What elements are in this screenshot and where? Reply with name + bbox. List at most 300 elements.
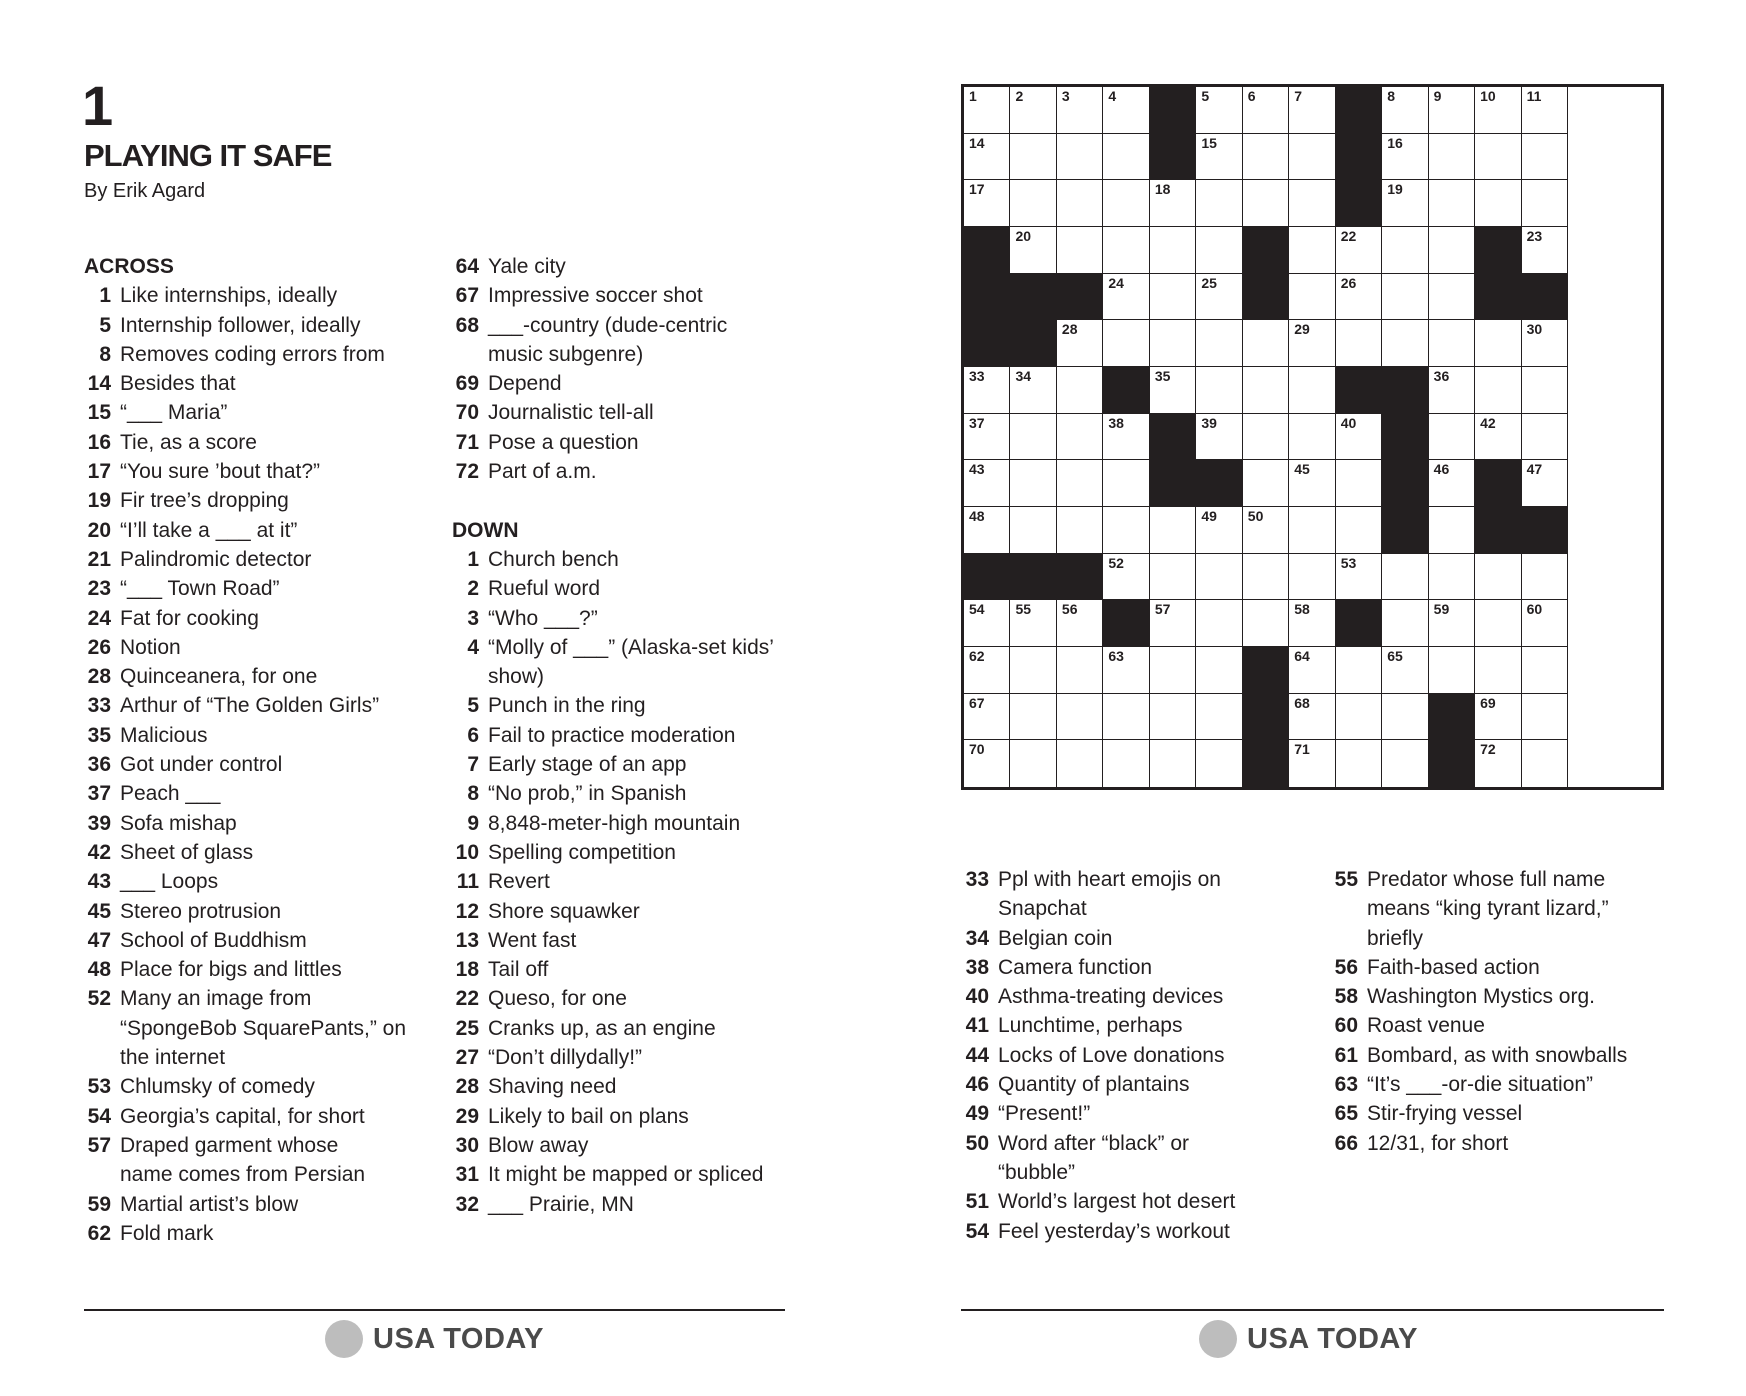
clue-text: Like internships, ideally: [120, 284, 338, 308]
grid-cell[interactable]: [1429, 414, 1475, 461]
grid-cell[interactable]: [1336, 740, 1382, 787]
grid-cell[interactable]: [964, 180, 1010, 227]
grid-cell[interactable]: [1150, 507, 1196, 554]
grid-block: [1150, 414, 1196, 461]
grid-cell[interactable]: [1010, 414, 1056, 461]
across-clue-42: [84, 838, 424, 867]
clue-text: “Don’t dillydally!”: [488, 1046, 643, 1070]
cell-number: 70: [969, 741, 985, 758]
grid-cell[interactable]: [1475, 320, 1521, 367]
grid-cell[interactable]: [1289, 414, 1335, 461]
grid-cell[interactable]: [1336, 414, 1382, 461]
grid-cell[interactable]: [1057, 647, 1103, 694]
grid-cell[interactable]: [1429, 320, 1475, 367]
grid-cell[interactable]: [1103, 647, 1149, 694]
footer-logo-right: [1199, 1320, 1418, 1358]
clue-number: 37: [87, 782, 111, 806]
across-clue-20: [84, 516, 424, 545]
grid-cell[interactable]: [1289, 460, 1335, 507]
down-clue-44: [962, 1041, 1302, 1070]
grid-cell[interactable]: [1150, 367, 1196, 414]
grid-cell[interactable]: [1103, 507, 1149, 554]
grid-cell[interactable]: [1103, 180, 1149, 227]
grid-cell[interactable]: [1243, 554, 1289, 601]
grid-cell[interactable]: [964, 740, 1010, 787]
across-clues-column-1: [84, 252, 424, 1248]
grid-cell[interactable]: [1103, 460, 1149, 507]
grid-cell[interactable]: [1522, 367, 1568, 414]
grid-cell[interactable]: [1196, 87, 1242, 134]
cell-number: 2: [1015, 88, 1024, 104]
grid-cell[interactable]: [1289, 600, 1335, 647]
grid-cell[interactable]: [1243, 507, 1289, 554]
clue-text: Feel yesterday’s workout: [998, 1219, 1230, 1243]
clue-number: 31: [455, 1163, 479, 1187]
down-clue-4-line2: [452, 662, 797, 691]
clue-text: Journalistic tell-all: [488, 401, 654, 425]
grid-cell[interactable]: [1196, 414, 1242, 461]
grid-cell[interactable]: [1057, 87, 1103, 134]
grid-cell[interactable]: [1522, 414, 1568, 461]
grid-cell[interactable]: [1475, 134, 1521, 181]
clue-number: 24: [87, 606, 111, 630]
clue-number: 8: [467, 782, 479, 806]
clue-text: Fold mark: [120, 1221, 214, 1245]
grid-cell[interactable]: [1382, 87, 1428, 134]
clue-number: 44: [965, 1043, 989, 1067]
across-clue-57-line2: [84, 1160, 424, 1189]
grid-cell[interactable]: [964, 694, 1010, 741]
grid-cell[interactable]: [1289, 87, 1335, 134]
across-clue-1: [84, 281, 424, 310]
cell-number: 24: [1108, 274, 1124, 291]
across-clue-5: [84, 311, 424, 340]
down-clue-8: [452, 779, 797, 808]
grid-cell[interactable]: [1475, 367, 1521, 414]
grid-cell[interactable]: [1336, 554, 1382, 601]
grid-cell[interactable]: [1150, 554, 1196, 601]
grid-block: [1429, 740, 1475, 787]
grid-cell[interactable]: [1382, 694, 1428, 741]
grid-cell[interactable]: [1150, 274, 1196, 321]
clue-number: 63: [1334, 1073, 1358, 1097]
grid-cell[interactable]: [1010, 180, 1056, 227]
grid-cell[interactable]: [1057, 227, 1103, 274]
grid-cell[interactable]: [1243, 414, 1289, 461]
clue-number: 36: [87, 753, 111, 777]
grid-cell[interactable]: [1150, 227, 1196, 274]
grid-block: [964, 320, 1010, 367]
clue-number: 18: [455, 958, 479, 982]
grid-block: [1336, 180, 1382, 227]
across-clue-71: [452, 428, 797, 457]
down-clue-34: [962, 924, 1302, 953]
grid-cell[interactable]: [1103, 740, 1149, 787]
grid-cell[interactable]: [1196, 274, 1242, 321]
down-clues-column-4: [1331, 865, 1676, 1158]
grid-cell[interactable]: [1150, 694, 1196, 741]
clue-number: 1: [99, 284, 111, 308]
grid-cell[interactable]: [1010, 87, 1056, 134]
grid-cell[interactable]: [1429, 180, 1475, 227]
grid-cell[interactable]: [1243, 460, 1289, 507]
footer-divider-right: [961, 1309, 1664, 1311]
grid-cell[interactable]: [1382, 647, 1428, 694]
down-clue-50: [962, 1129, 1302, 1158]
clue-number: 4: [467, 635, 479, 659]
grid-block: [1103, 367, 1149, 414]
grid-cell[interactable]: [1429, 367, 1475, 414]
grid-block: [1382, 460, 1428, 507]
clue-number: 64: [455, 255, 479, 278]
across-clue-68: [452, 311, 797, 340]
down-clue-5: [452, 691, 797, 720]
clue-text: 12/31, for short: [1367, 1131, 1509, 1155]
grid-cell[interactable]: [964, 414, 1010, 461]
clue-number: 10: [455, 840, 479, 864]
clues-column-2: [452, 252, 797, 1219]
across-clue-45: [84, 897, 424, 926]
across-clue-67: [452, 281, 797, 310]
clue-number: 13: [455, 928, 479, 952]
grid-cell[interactable]: [1429, 554, 1475, 601]
grid-cell[interactable]: [1475, 414, 1521, 461]
grid-cell[interactable]: [1150, 740, 1196, 787]
grid-cell[interactable]: [964, 460, 1010, 507]
grid-cell[interactable]: [1057, 414, 1103, 461]
across-heading: ACROSS: [84, 255, 174, 278]
clue-text: Rueful word: [488, 577, 601, 601]
grid-block: [1429, 694, 1475, 741]
grid-cell[interactable]: [1429, 647, 1475, 694]
clue-text: “Who ___?”: [488, 606, 598, 630]
grid-cell[interactable]: [1057, 320, 1103, 367]
grid-cell[interactable]: [1522, 134, 1568, 181]
grid-cell[interactable]: [964, 507, 1010, 554]
grid-cell[interactable]: [1196, 554, 1242, 601]
clue-number: 9: [467, 811, 479, 835]
down-clue-54: [962, 1217, 1302, 1246]
grid-cell[interactable]: [964, 367, 1010, 414]
grid-cell[interactable]: [964, 600, 1010, 647]
cell-number: 46: [1433, 461, 1450, 478]
grid-cell[interactable]: [1289, 227, 1335, 274]
grid-cell[interactable]: [964, 87, 1010, 134]
grid-cell[interactable]: [1057, 507, 1103, 554]
clue-text: Georgia’s capital, for short: [120, 1104, 365, 1128]
grid-cell[interactable]: [964, 647, 1010, 694]
clue-number: 20: [87, 518, 111, 542]
across-clue-53: [84, 1072, 424, 1101]
grid-cell[interactable]: [1336, 460, 1382, 507]
grid-cell[interactable]: [1522, 180, 1568, 227]
grid-cell[interactable]: [1057, 740, 1103, 787]
clue-number: 38: [965, 955, 989, 979]
grid-block: [1522, 507, 1568, 554]
across-clue-33: [84, 691, 424, 720]
clue-number: 69: [455, 372, 479, 396]
clue-number: 40: [965, 985, 989, 1009]
grid-block: [1382, 367, 1428, 414]
clue-text: Chlumsky of comedy: [120, 1075, 315, 1099]
grid-cell[interactable]: [1196, 740, 1242, 787]
grid-cell[interactable]: [1196, 694, 1242, 741]
down-clue-29: [452, 1102, 797, 1131]
grid-cell[interactable]: [1057, 600, 1103, 647]
grid-cell[interactable]: [1010, 740, 1056, 787]
grid-cell[interactable]: [1475, 87, 1521, 134]
grid-cell[interactable]: [1103, 320, 1149, 367]
grid-cell[interactable]: [1103, 227, 1149, 274]
cell-number: 57: [1154, 601, 1171, 618]
across-clue-24: [84, 604, 424, 633]
clue-text: Yale city: [488, 255, 566, 278]
clue-text: Notion: [120, 635, 181, 659]
grid-cell[interactable]: [1103, 554, 1149, 601]
grid-block: [1150, 460, 1196, 507]
grid-cell[interactable]: [1522, 647, 1568, 694]
grid-cell[interactable]: [1429, 134, 1475, 181]
grid-cell[interactable]: [1103, 87, 1149, 134]
grid-cell[interactable]: [1196, 507, 1242, 554]
grid-block: [1010, 554, 1056, 601]
down-clue-33: [962, 865, 1302, 894]
grid-cell[interactable]: [1522, 320, 1568, 367]
grid-cell[interactable]: [1522, 694, 1568, 741]
grid-cell[interactable]: [1475, 694, 1521, 741]
grid-cell[interactable]: [1475, 554, 1521, 601]
grid-cell[interactable]: [1289, 740, 1335, 787]
clue-text: Arthur of “The Golden Girls”: [120, 694, 380, 718]
grid-cell[interactable]: [1289, 554, 1335, 601]
cell-number: 50: [1247, 508, 1264, 524]
grid-block: [1382, 507, 1428, 554]
across-clue-43: [84, 867, 424, 896]
clue-number: 52: [87, 987, 111, 1011]
grid-block: [1243, 740, 1289, 787]
cell-number: 7: [1294, 88, 1303, 104]
clue-number: 65: [1334, 1102, 1358, 1126]
cell-number: 52: [1108, 554, 1124, 571]
grid-cell[interactable]: [1196, 180, 1242, 227]
clue-text: music subgenre): [488, 342, 644, 366]
cell-number: 47: [1526, 461, 1543, 478]
cell-number: 56: [1061, 601, 1078, 618]
grid-cell[interactable]: [1150, 600, 1196, 647]
clue-number: 47: [87, 928, 111, 952]
grid-cell[interactable]: [1057, 367, 1103, 414]
footer-logo-left: [325, 1320, 544, 1358]
grid-cell[interactable]: [1289, 647, 1335, 694]
cell-number: 64: [1294, 648, 1310, 664]
grid-block: [1150, 134, 1196, 181]
grid-cell[interactable]: [1289, 134, 1335, 181]
across-clue-47: [84, 926, 424, 955]
grid-cell[interactable]: [1103, 414, 1149, 461]
cell-number: 29: [1294, 321, 1310, 338]
grid-cell[interactable]: [1010, 647, 1056, 694]
clue-number: 49: [965, 1102, 989, 1126]
cell-number: 71: [1294, 741, 1310, 758]
grid-cell[interactable]: [1010, 460, 1056, 507]
grid-cell[interactable]: [1057, 180, 1103, 227]
grid-cell[interactable]: [1010, 367, 1056, 414]
grid-cell[interactable]: [1382, 274, 1428, 321]
grid-cell[interactable]: [1289, 367, 1335, 414]
down-clue-11: [452, 867, 797, 896]
grid-cell[interactable]: [1382, 600, 1428, 647]
grid-cell[interactable]: [1057, 460, 1103, 507]
clue-text: Spelling competition: [488, 840, 676, 864]
grid-cell[interactable]: [1243, 134, 1289, 181]
grid-cell[interactable]: [1336, 227, 1382, 274]
clue-text: Revert: [488, 870, 550, 894]
clue-text: Peach ___: [120, 782, 221, 806]
down-clue-22: [452, 984, 797, 1013]
across-clue-21: [84, 545, 424, 574]
grid-cell[interactable]: [1289, 320, 1335, 367]
grid-cell[interactable]: [1289, 694, 1335, 741]
clue-number: 35: [87, 723, 111, 747]
cell-number: 59: [1433, 601, 1450, 618]
grid-cell[interactable]: [1196, 227, 1242, 274]
grid-block: [1057, 554, 1103, 601]
grid-cell[interactable]: [1103, 274, 1149, 321]
cell-number: 1: [969, 88, 977, 104]
grid-cell[interactable]: [1522, 227, 1568, 274]
grid-cell[interactable]: [1522, 460, 1568, 507]
grid-cell[interactable]: [1382, 134, 1428, 181]
grid-cell[interactable]: [1150, 647, 1196, 694]
grid-cell[interactable]: [1103, 694, 1149, 741]
clue-text: “Present!”: [998, 1102, 1091, 1126]
clue-number: 28: [87, 665, 111, 689]
grid-cell[interactable]: [1429, 600, 1475, 647]
grid-cell[interactable]: [1336, 274, 1382, 321]
grid-block: [1196, 460, 1242, 507]
grid-cell[interactable]: [1057, 694, 1103, 741]
grid-block: [1382, 414, 1428, 461]
grid-cell[interactable]: [1010, 694, 1056, 741]
grid-cell[interactable]: [1010, 600, 1056, 647]
grid-cell[interactable]: [1522, 600, 1568, 647]
grid-cell[interactable]: [1475, 740, 1521, 787]
grid-cell[interactable]: [1382, 554, 1428, 601]
clue-number: 68: [455, 313, 479, 337]
grid-block: [1475, 460, 1521, 507]
grid-cell[interactable]: [1475, 600, 1521, 647]
grid-cell[interactable]: [1289, 274, 1335, 321]
grid-cell[interactable]: [1382, 180, 1428, 227]
cell-number: 58: [1294, 601, 1310, 618]
clue-text: Predator whose full name: [1367, 868, 1606, 891]
clue-number: 54: [87, 1104, 111, 1128]
clue-number: 53: [87, 1075, 111, 1099]
grid-cell[interactable]: [1150, 180, 1196, 227]
grid-cell[interactable]: [1196, 367, 1242, 414]
clue-number: 60: [1334, 1014, 1358, 1038]
grid-cell[interactable]: [1196, 647, 1242, 694]
grid-cell[interactable]: [1429, 274, 1475, 321]
across-clue-52-line2: [84, 1014, 424, 1043]
puzzle-byline: By Erik Agard: [84, 180, 206, 202]
grid-cell[interactable]: [1243, 87, 1289, 134]
grid-cell[interactable]: [1429, 460, 1475, 507]
grid-cell[interactable]: [1289, 507, 1335, 554]
grid-cell[interactable]: [1336, 507, 1382, 554]
clue-number: 51: [965, 1190, 989, 1214]
across-clue-39: [84, 809, 424, 838]
puzzle-title: PLAYING IT SAFE: [84, 138, 332, 173]
grid-cell[interactable]: [1475, 180, 1521, 227]
across-clue-28: [84, 662, 424, 691]
grid-cell[interactable]: [1243, 320, 1289, 367]
clue-number: 70: [455, 401, 479, 425]
down-clue-4: [452, 633, 797, 662]
grid-cell[interactable]: [1429, 507, 1475, 554]
grid-cell[interactable]: [1522, 554, 1568, 601]
clue-number: 67: [455, 284, 479, 308]
clue-number: 61: [1334, 1043, 1358, 1067]
clue-number: 16: [87, 430, 111, 454]
grid-cell[interactable]: [1010, 134, 1056, 181]
grid-cell[interactable]: [1475, 647, 1521, 694]
grid-cell[interactable]: [1103, 134, 1149, 181]
across-clue-48: [84, 955, 424, 984]
grid-cell[interactable]: [1057, 134, 1103, 181]
cell-number: 3: [1061, 88, 1070, 104]
grid-cell[interactable]: [1336, 694, 1382, 741]
clue-number: 33: [965, 868, 989, 891]
grid-cell[interactable]: [1243, 180, 1289, 227]
grid-cell[interactable]: [1522, 87, 1568, 134]
down-clue-51: [962, 1187, 1302, 1216]
clue-number: 59: [87, 1192, 111, 1216]
clue-text: “You sure ’bout that?”: [120, 460, 321, 484]
grid-cell[interactable]: [1196, 600, 1242, 647]
grid-cell[interactable]: [1010, 507, 1056, 554]
grid-cell[interactable]: [1336, 647, 1382, 694]
clue-text: Blow away: [488, 1133, 589, 1157]
down-clue-7: [452, 750, 797, 779]
clue-text: Snapchat: [998, 897, 1087, 921]
grid-cell[interactable]: [1382, 740, 1428, 787]
clue-number: 1: [467, 547, 479, 571]
grid-block: [1103, 600, 1149, 647]
grid-cell[interactable]: [1150, 320, 1196, 367]
grid-cell[interactable]: [1010, 227, 1056, 274]
across-clue-36: [84, 750, 424, 779]
grid-cell[interactable]: [1522, 740, 1568, 787]
clue-text: Word after “black” or: [998, 1131, 1189, 1155]
grid-cell[interactable]: [1196, 134, 1242, 181]
down-clue-49: [962, 1099, 1302, 1128]
clue-text: Removes coding errors from: [120, 342, 385, 366]
grid-cell[interactable]: [964, 134, 1010, 181]
grid-cell[interactable]: [1382, 227, 1428, 274]
clue-text: Martial artist’s blow: [120, 1192, 299, 1216]
clue-number: 66: [1334, 1131, 1358, 1155]
grid-cell[interactable]: [1382, 320, 1428, 367]
grid-cell[interactable]: [1429, 227, 1475, 274]
grid-cell[interactable]: [1429, 87, 1475, 134]
down-clue-58: [1331, 982, 1676, 1011]
grid-cell[interactable]: [1243, 600, 1289, 647]
grid-cell[interactable]: [1289, 180, 1335, 227]
grid-cell[interactable]: [1336, 320, 1382, 367]
grid-cell[interactable]: [1196, 320, 1242, 367]
grid-cell[interactable]: [1243, 367, 1289, 414]
